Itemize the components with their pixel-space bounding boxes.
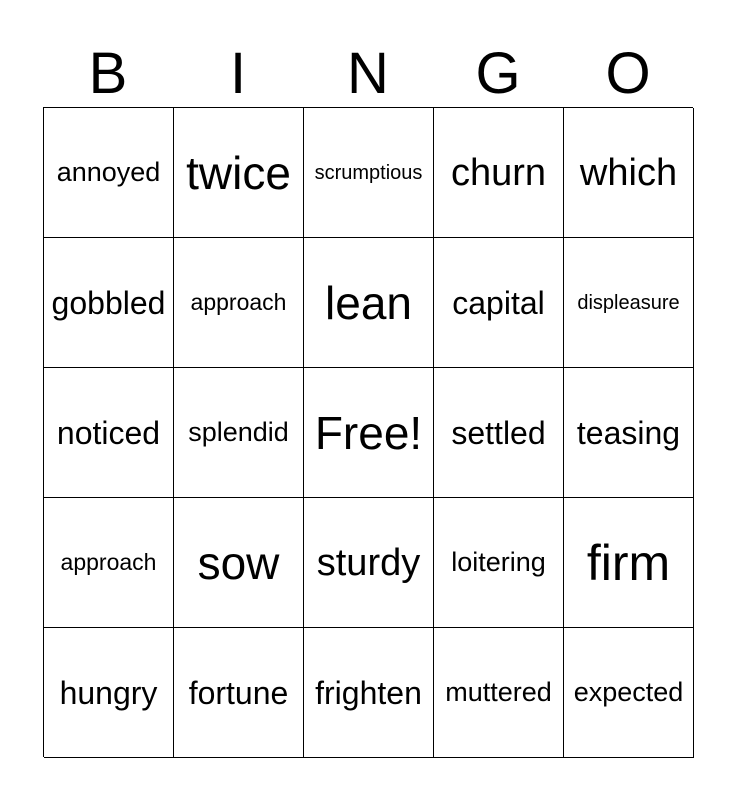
bingo-cell: noticed	[44, 368, 174, 498]
bingo-cell: displeasure	[564, 238, 694, 368]
bingo-cell: which	[564, 108, 694, 238]
bingo-cell: approach	[174, 238, 304, 368]
bingo-cell: scrumptious	[304, 108, 434, 238]
header-letter-b: B	[88, 41, 128, 106]
bingo-cell: sturdy	[304, 498, 434, 628]
bingo-cell: twice	[174, 108, 304, 238]
bingo-cell: churn	[434, 108, 564, 238]
header-letter-i: I	[229, 41, 247, 106]
bingo-cell: teasing	[564, 368, 694, 498]
bingo-cell: expected	[564, 628, 694, 758]
header-letter-g: G	[475, 41, 521, 106]
bingo-cell: annoyed	[44, 108, 174, 238]
bingo-grid	[43, 107, 693, 757]
bingo-free-space: Free!	[304, 368, 434, 498]
header-letter-o: O	[605, 41, 651, 106]
bingo-cell: approach	[44, 498, 174, 628]
header-letter-n: N	[347, 41, 389, 106]
bingo-cell: lean	[304, 238, 434, 368]
bingo-cell: firm	[564, 498, 694, 628]
bingo-cell: splendid	[174, 368, 304, 498]
bingo-cell: fortune	[174, 628, 304, 758]
bingo-cell: muttered	[434, 628, 564, 758]
bingo-cell: loitering	[434, 498, 564, 628]
bingo-cell: sow	[174, 498, 304, 628]
bingo-cell: gobbled	[44, 238, 174, 368]
bingo-cell: hungry	[44, 628, 174, 758]
bingo-cell: frighten	[304, 628, 434, 758]
bingo-header	[43, 42, 693, 106]
bingo-cell: settled	[434, 368, 564, 498]
bingo-cell: capital	[434, 238, 564, 368]
